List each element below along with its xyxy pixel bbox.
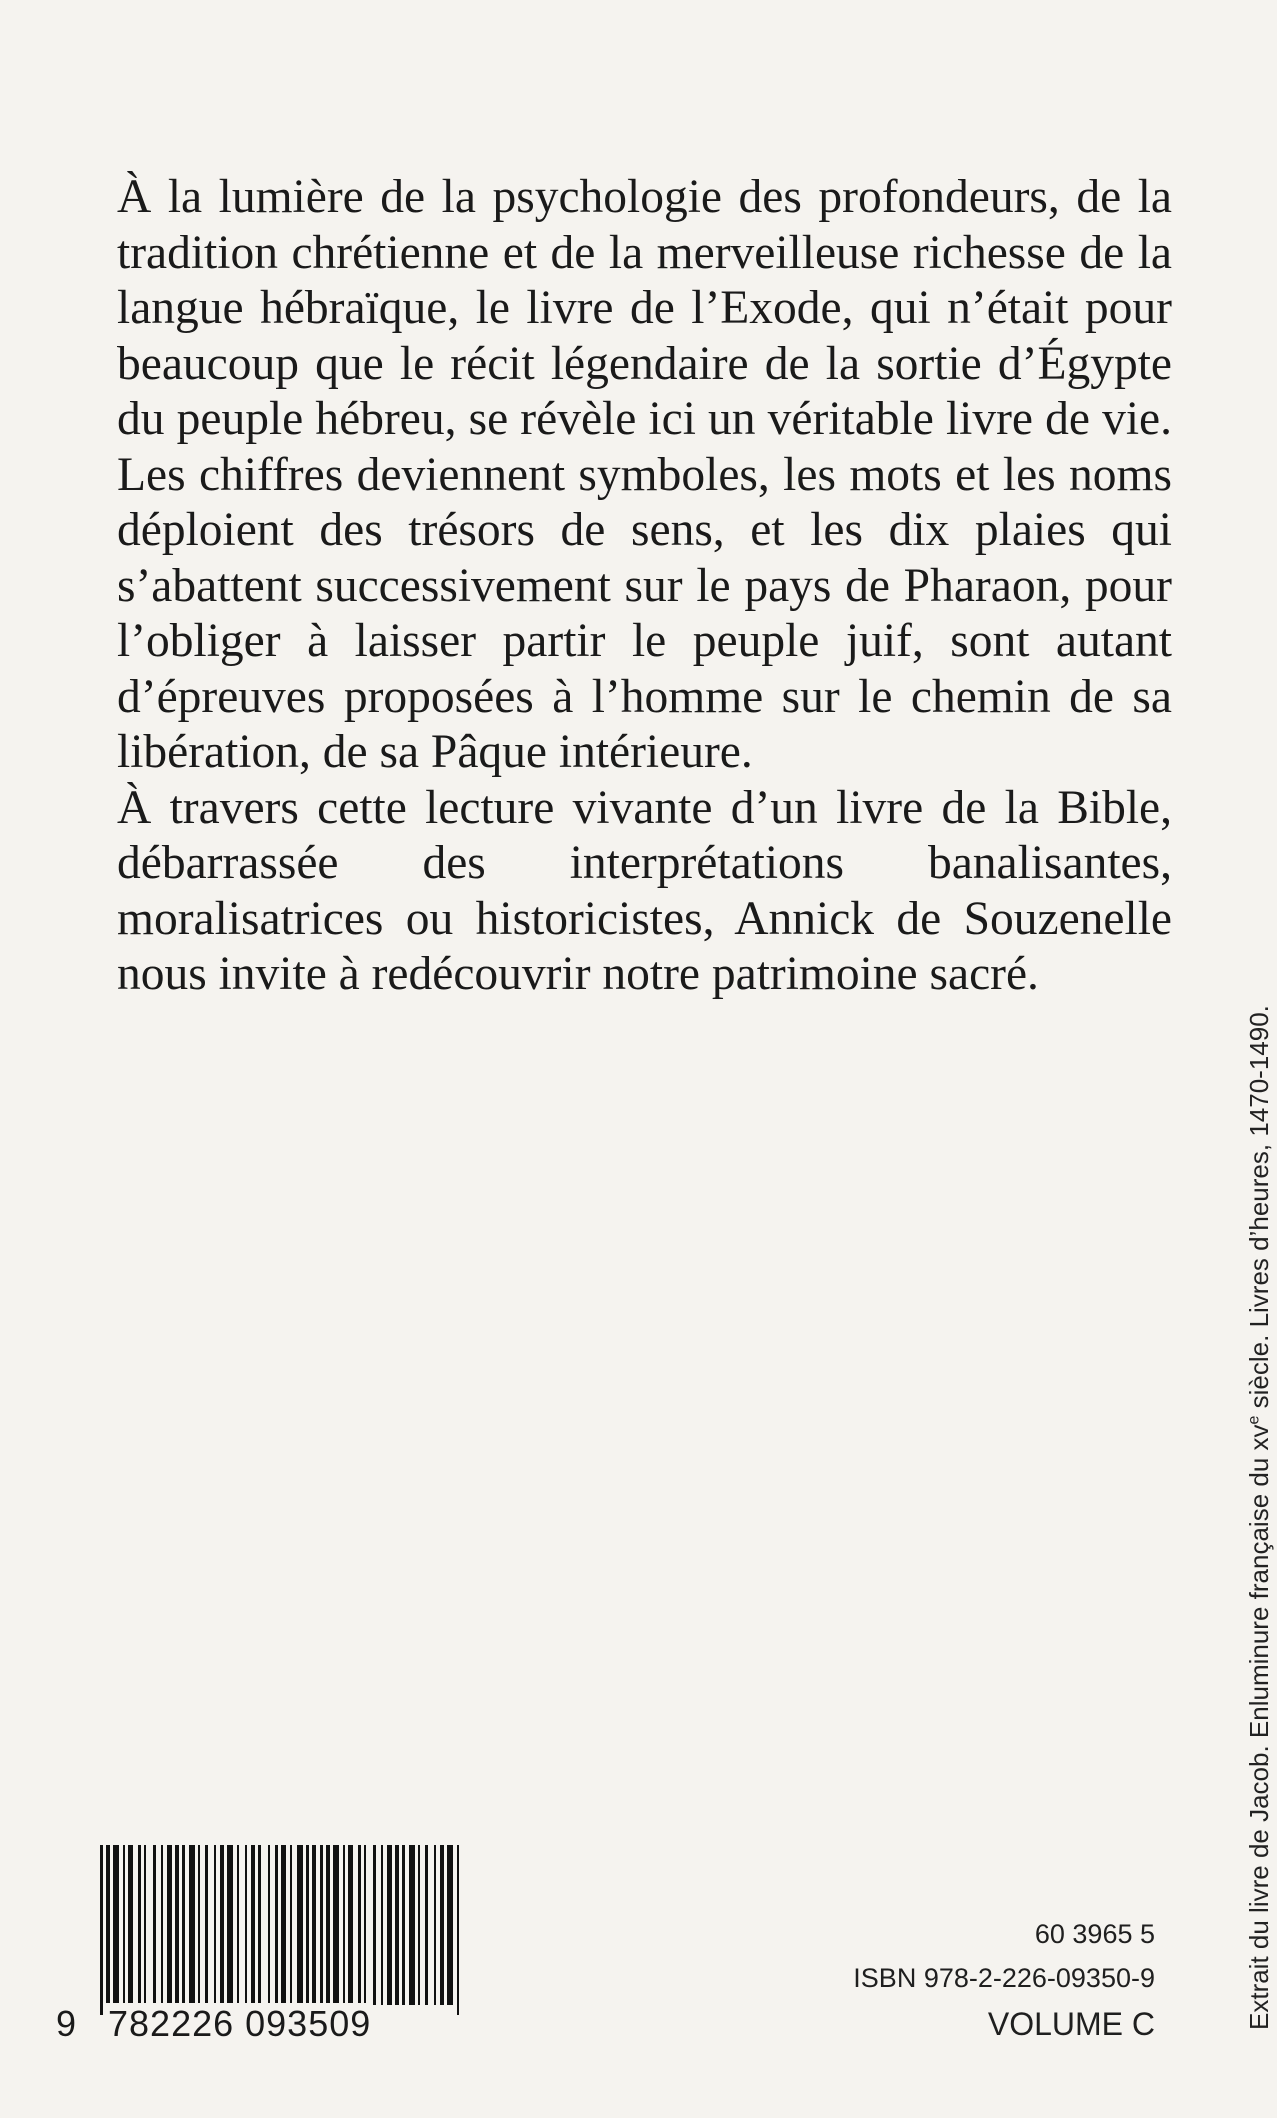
publication-codes xyxy=(853,1912,1155,2048)
back-cover-blurb xyxy=(117,170,1172,1003)
barcode-bar xyxy=(198,1845,200,2005)
barcode-bar xyxy=(220,1845,224,2005)
barcode-bar xyxy=(395,1845,399,2005)
barcode-bar xyxy=(128,1845,133,2005)
barcode-bar xyxy=(227,1845,233,2005)
barcode-digit-groups: 782226 093509 xyxy=(108,2003,372,2044)
barcode-bar xyxy=(373,1845,376,2005)
barcode-bar xyxy=(358,1845,361,2005)
barcode-bar xyxy=(440,1845,444,2005)
barcode-bar xyxy=(182,1845,185,2005)
barcode-first-digit: 9 xyxy=(56,2003,78,2044)
barcode-bar xyxy=(205,1845,208,2005)
barcode-bar xyxy=(418,1845,420,2005)
barcode-bar xyxy=(447,1845,453,2005)
barcode-bar xyxy=(275,1845,278,2005)
barcode xyxy=(54,1845,466,2045)
barcode-bar xyxy=(312,1845,316,2005)
barcode-bar xyxy=(167,1845,172,2005)
barcode-bar xyxy=(214,1845,216,2005)
barcode-bar xyxy=(343,1845,345,2005)
barcode-bar xyxy=(457,1845,459,2015)
volume-label: VOLUME C xyxy=(987,2006,1155,2042)
barcode-bar xyxy=(106,1845,110,2005)
barcode-bar xyxy=(387,1845,392,2005)
barcode-bar xyxy=(306,1845,309,2005)
barcode-bar xyxy=(144,1845,146,2005)
barcode-bar xyxy=(425,1845,428,2005)
caption-text-start: Extrait du livre de Jacob. Enluminure française du xv xyxy=(1244,1424,1274,2030)
blurb-paragraph-2: À travers cette lecture vivante d’un livre de la Bible, débarrassée des interprétations banalisantes, moralisatrices ou historicistes, Annick de Souzenelle nous invite à redécouvrir notre patrimoine sacré. xyxy=(117,781,1172,1000)
barcode-bar xyxy=(402,1845,405,2005)
barcode-bar xyxy=(113,1845,119,2005)
barcode-bar xyxy=(364,1845,366,2005)
barcode-bar xyxy=(281,1845,286,2015)
barcode-bar xyxy=(268,1845,270,2005)
isbn: ISBN 978-2-226-09350-9 xyxy=(853,1963,1155,1993)
barcode-bar xyxy=(161,1845,163,2005)
barcode-bar xyxy=(258,1845,261,2005)
barcode-bar xyxy=(123,1845,125,2005)
cover-illustration-caption xyxy=(1243,530,1275,2030)
barcode-bar xyxy=(326,1845,330,2005)
reference-number: 60 3965 5 xyxy=(1034,1919,1155,1949)
barcode-bar xyxy=(138,1845,141,2005)
barcode-bar xyxy=(237,1845,239,2005)
barcode-bar xyxy=(245,1845,247,2005)
blurb-paragraph-1: À la lumière de la psychologie des profondeurs, de la tradition chrétienne et de la merveilleuse richesse de la langue hébraïque, le livre de l’Exode, qui n’était pour beaucoup que le récit légendaire de la sortie d’Égypte du peuple hébreu, se révèle ici un véritable livre de vie. Les chiffres deviennent symboles, les mots et les noms déploient des trésors de sens, et les dix plaies qui s’abattent successivement sur le pays de Pharaon, pour l’obliger à laisser partir le peuple juif, sont autant d’épreuves proposées à l’homme sur le chemin de sa libération, de sa Pâque intérieure. xyxy=(117,171,1172,778)
barcode-bar xyxy=(320,1845,323,2005)
barcode-bar xyxy=(409,1845,415,2005)
barcode-bar xyxy=(297,1845,303,2005)
barcode-bar xyxy=(290,1845,292,2005)
caption-superscript: e xyxy=(1245,1415,1263,1425)
barcode-bar xyxy=(348,1845,353,2005)
barcode-bar xyxy=(100,1845,103,2015)
barcode-bar xyxy=(381,1845,383,2005)
barcode-bar xyxy=(153,1845,156,2005)
caption-text-end: siècle. Livres d’heures, 1470-1490. xyxy=(1244,1005,1274,1416)
barcode-bar xyxy=(175,1845,179,2005)
barcode-bar xyxy=(434,1845,436,2005)
barcode-bar xyxy=(333,1845,339,2005)
barcode-bars-graphic xyxy=(54,1845,466,2015)
barcode-bar xyxy=(189,1845,195,2005)
barcode-bar xyxy=(251,1845,255,2005)
